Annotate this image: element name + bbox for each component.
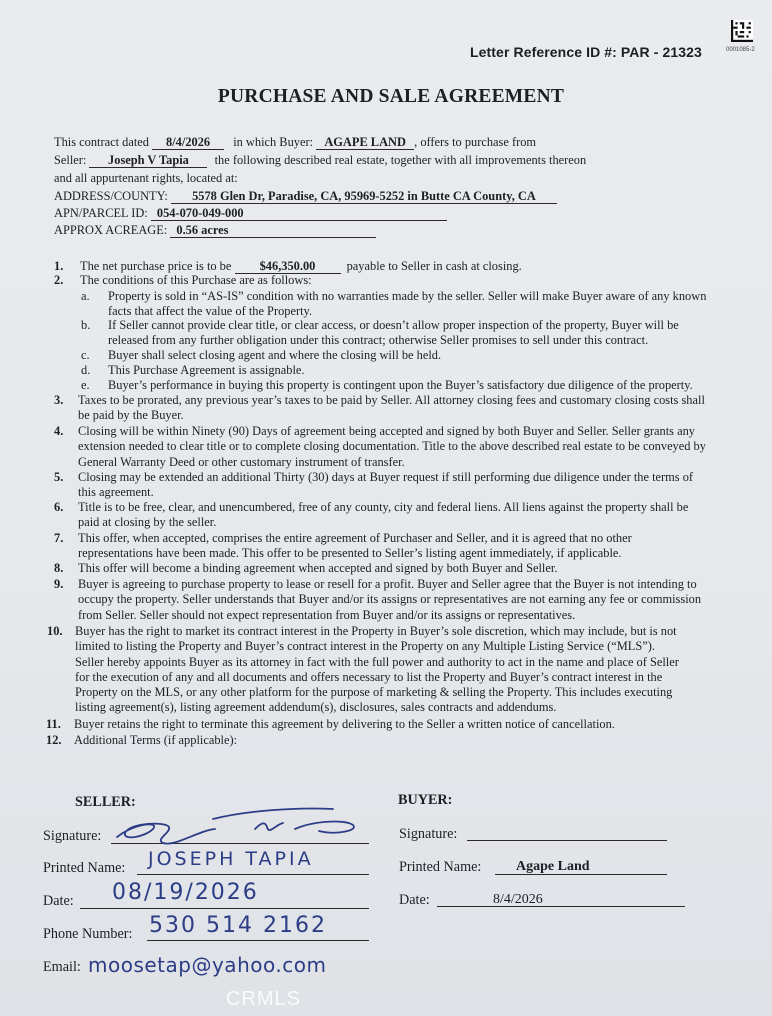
sub-letter: a.: [81, 289, 90, 303]
clause-6: Title is to be free, clear, and unencumbered, free of any county, city and federal liens. All liens against the property shall be paid at closing by the seller.: [78, 500, 689, 530]
seller-printed-name-line: [137, 874, 369, 875]
apn-value: 054-070-049-000: [151, 207, 447, 221]
seller-email: moosetap@yahoo.com: [88, 953, 327, 977]
seller-heading: SELLER:: [75, 794, 136, 810]
clause-1: The net purchase price is to be $46,350.00 payable to Seller in cash at closing.: [80, 259, 522, 273]
sub-letter: d.: [81, 363, 91, 377]
clause-number: 11.: [46, 717, 61, 731]
clause-11: Buyer retains the right to terminate this agreement by delivering to the Seller a written notice of cancellation.: [74, 717, 615, 731]
buyer-name: AGAPE LAND: [316, 136, 414, 150]
clause-number: 9.: [54, 577, 64, 591]
condition-e: Buyer’s performance in buying this property is contingent upon the Buyer’s satisfactory due diligence of the property.: [108, 378, 693, 392]
page-title: PURCHASE AND SALE AGREEMENT: [217, 86, 565, 107]
clause-10: Buyer has the right to market its contract interest in the Property in Buyer’s sole discretion, which may include, but is not limited to listing the Property and Buyer’s contract interest in the Property on any Multiple Listing Service (“MLS”). Seller hereby appoints Buyer as its attorney in fact with the full power and authority to act in the name and place of Seller for the execution of any and all documents and offers necessary to list the Property and Buyer’s contract interest in the Property on the MLS, or any other platform for the purpose of marketing & selling the Property. This includes executing listing agreement(s), listing agreement addendum(s), disclosures, sales contracts and addendums.: [75, 624, 679, 715]
clause-number: 10.: [47, 624, 63, 638]
seller-signature: [105, 803, 365, 851]
contract-dated-line: This contract dated 8/4/2026 in which Buyer: AGAPE LAND , offers to purchase from: [54, 135, 537, 149]
clause-4: Closing will be within Ninety (90) Days of agreement being accepted and signed by both Buyer and Seller. Seller grants any extension needed to clear title or to complete closing documentation. Title to the above described real estate to be conveyed by General Warranty Deed or other customary instrument of transfer.: [78, 424, 706, 469]
acreage-line: APPROX ACREAGE: 0.56 acres: [54, 223, 376, 238]
seller-date-label: Date:: [43, 893, 74, 909]
buyer-printed-name-label: Printed Name:: [399, 859, 482, 875]
seller-date-line: [80, 908, 369, 909]
condition-a: Property is sold in “AS-IS” condition with no warranties made by the seller. Seller will make Buyer aware of any known facts that affect the value of the Property.: [108, 289, 707, 319]
address-line: ADDRESS/COUNTY: 5578 Glen Dr, Paradise, CA, 95969-5252 in Butte CA County, CA: [54, 189, 557, 204]
watermark: CRMLS: [226, 988, 302, 1010]
clause-2: The conditions of this Purchase are as follows:: [80, 273, 312, 287]
seller-line: Seller: Joseph V Tapia the following described real estate, together with all improvements thereon: [54, 153, 587, 167]
clause-number: 2.: [54, 273, 64, 287]
sub-letter: c.: [81, 348, 90, 362]
sub-letter: e.: [81, 378, 90, 392]
sub-letter: b.: [81, 318, 91, 332]
acreage-value: 0.56 acres: [170, 224, 376, 238]
buyer-date: 8/4/2026: [493, 892, 543, 907]
clause-number: 5.: [54, 470, 64, 484]
buyer-signature-line: [467, 840, 667, 841]
buyer-signature-label: Signature:: [399, 826, 458, 842]
clause-7: This offer, when accepted, comprises the entire agreement of Purchaser and Seller, and it is agreed that no other representations have been made. This offer to be presented to Seller’s listing agent immediately, if applicable.: [78, 531, 632, 561]
seller-phone-line: [147, 940, 369, 941]
clause-12: Additional Terms (if applicable):: [74, 733, 238, 747]
condition-d: This Purchase Agreement is assignable.: [108, 363, 305, 377]
clause-number: 8.: [54, 561, 64, 575]
datamatrix-code-icon: [731, 20, 753, 42]
clause-9: Buyer is agreeing to purchase property to lease or resell for a profit. Buyer and Seller agree that the Buyer is not intending to occupy the property. Seller understands that Buyer and/or its assigns or representatives are not earning any fee or commission from Seller. Seller should not expect representation from Buyer and/or its assigns or representatives.: [78, 577, 702, 622]
clause-number: 3.: [54, 393, 64, 407]
address-value: 5578 Glen Dr, Paradise, CA, 95969-5252 in Butte CA County, CA: [171, 190, 557, 204]
apn-line: APN/PARCEL ID: 054-070-049-000: [54, 206, 447, 221]
clause-number: 6.: [54, 500, 64, 514]
condition-b: If Seller cannot provide clear title, or clear access, or doesn’t allow proper inspection of the property, Buyer will be released from any further obligation under this contract; otherwise Seller promises to sell under this contract.: [108, 318, 679, 348]
seller-email-label: Email:: [43, 959, 81, 975]
seller-phone: 530 514 2162: [149, 913, 327, 938]
clause-3: Taxes to be prorated, any previous year’s taxes to be paid by Seller. All attorney closing fees and customary closing costs shall be paid by the Buyer.: [78, 393, 705, 423]
letter-reference-id: Letter Reference ID #: PAR - 21323: [470, 44, 702, 60]
clause-number: 4.: [54, 424, 64, 438]
seller-printed-name-label: Printed Name:: [43, 860, 126, 876]
buyer-date-line: [437, 906, 685, 907]
appurtenant-line: and all appurtenant rights, located at:: [54, 171, 238, 185]
buyer-heading: BUYER:: [398, 792, 453, 808]
contract-date: 8/4/2026: [152, 136, 224, 150]
purchase-price: $46,350.00: [235, 260, 341, 274]
seller-phone-label: Phone Number:: [43, 926, 133, 942]
clause-5: Closing may be extended an additional Thirty (30) days at Buyer request if still performing due diligence under the terms of this agreement.: [78, 470, 694, 500]
condition-c: Buyer shall select closing agent and where the closing will be held.: [108, 348, 442, 362]
buyer-printed-name: Agape Land: [516, 859, 590, 874]
clause-number: 1.: [54, 259, 64, 273]
seller-printed-name: JOSEPH TAPIA: [148, 848, 314, 870]
seller-name: Joseph V Tapia: [89, 154, 207, 168]
document-code: 0001085-2: [726, 47, 755, 53]
buyer-date-label: Date:: [399, 892, 430, 908]
clause-8: This offer will become a binding agreement when accepted and signed by both Buyer and Seller.: [78, 561, 558, 575]
seller-signature-label: Signature:: [43, 828, 102, 844]
seller-date: 08/19/2026: [112, 880, 259, 905]
clause-number: 12.: [46, 733, 62, 747]
clause-number: 7.: [54, 531, 64, 545]
